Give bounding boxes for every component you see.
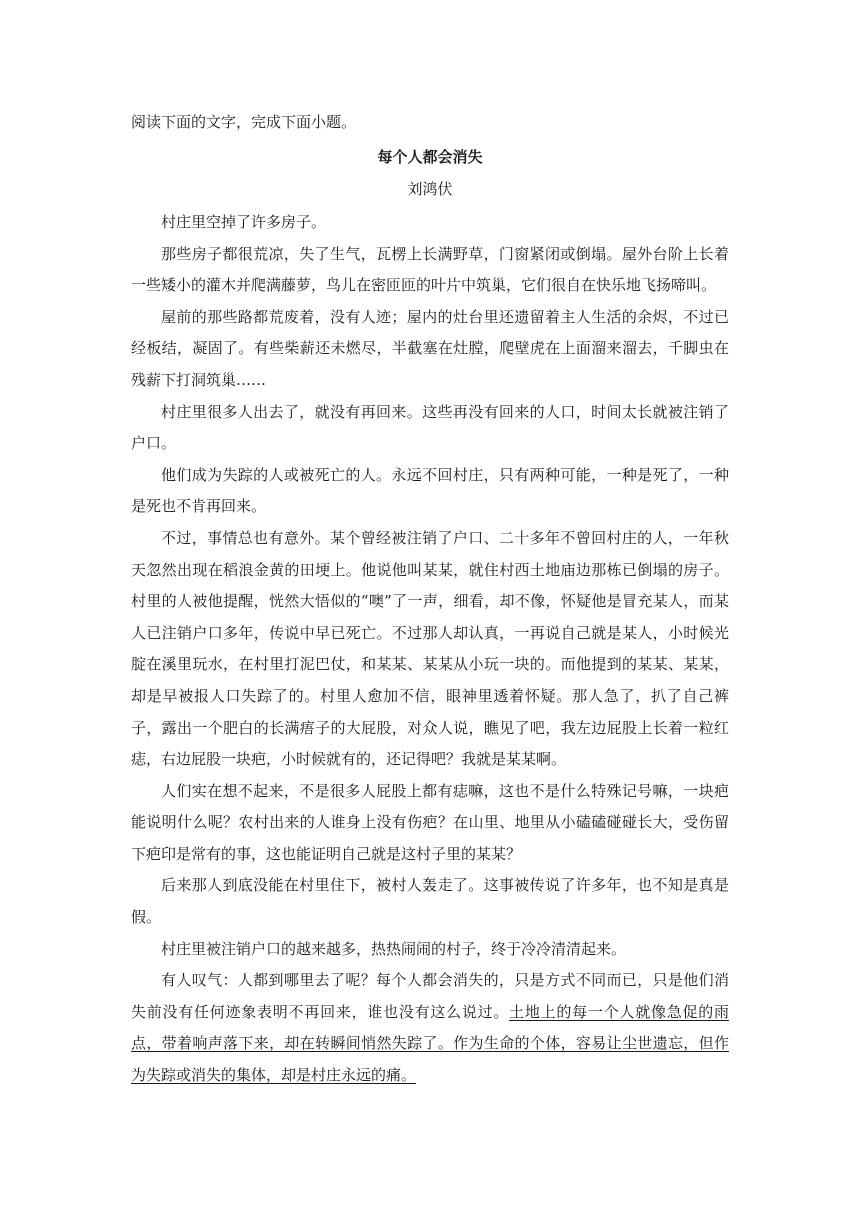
paragraph: 不过，事情总也有意外。某个曾经被注销了户口、二十多年不曾回村庄的人，一年秋天忽然出现在稻浪金黄的田埂上。他说他叫某某，就住村西土地庙边那栋已倒塌的房子。村里的人被他提醒，恍然大悟似的“噢”了一声，细看，却不像，怀疑他是冒充某人，而某人已注销户口多年，传说中早已死亡。不过那人却认真，一再说自己就是某人，小时候光腚在溪里玩水，在村里打泥巴仗，和某某、某某从小玩一块的。而他提到的某某、某某，却是早被报人口失踪了的。村里人愈加不信，眼神里透着怀疑。那人急了，扒了自己裤子，露出一个肥白的长满痦子的大屁股，对众人说，瞧见了吧，我左边屁股上长着一粒红痣，右边屁股一块疤，小时候就有的，还记得吧？我就是某某啊。 [131,528,729,769]
paragraph [131,965,729,1091]
paragraph: 他们成为失踪的人或被死亡的人。永远不回村庄，只有两种可能，一种是死了，一种是死也不肯再回来。 [131,465,729,516]
article-author: 刘鸿伏 [407,180,453,198]
paragraph-plain-text: 有人叹气：人都到哪里去了呢？每个人都会消失的，只是方式不同而已，只是他们消失前没有任何迹象表明不再回来，谁也没有这么说过。 [131,971,729,1021]
instruction-text: 阅读下面的文字，完成下面小题。 [131,113,357,131]
paragraph: 村庄里被注销户口的越来越多，热热闹闹的村子，终于冷冷清清起来。 [161,939,627,958]
paragraph: 那些房子都很荒凉，失了生气，瓦楞上长满野草，门窗紧闭或倒塌。屋外台阶上长着一些矮小的灌木并爬满藤萝，鸟儿在密匝匝的叶片中筑巢，它们很自在快乐地飞扬啼叫。 [131,244,729,295]
underlined-sentence: 土地上的每一个人就像急促的雨点，带着响声落下来，却在转瞬间悄然失踪了。作为生命的个体，容易让尘世遗忘，但作为失踪或消失的集体，却是村庄永远的痛。 [131,1002,729,1085]
paragraph: 村庄里空掉了许多房子。 [161,213,327,231]
paragraph: 屋前的那些路都荒废着，没有人迹；屋内的灶台里还遗留着主人生活的余烬，不过已经板结，凝固了。有些柴薪还未燃尽，半截塞在灶膛，爬壁虎在上面溜来溜去，千脚虫在残薪下打洞筑巢…… [131,307,729,389]
paragraph: 人们实在想不起来，不是很多人屁股上都有痣嘛，这也不是什么特殊记号嘛，一块疤能说明什么呢？农村出来的人谁身上没有伤疤？在山里、地里从小磕磕碰碰长大，受伤留下疤印是常有的事，这也能证明自己就是这村子里的某某？ [131,781,729,863]
article-title: 每个人都会消失 [377,148,483,166]
article-body [131,207,729,1092]
paragraph: 村庄里很多人出去了，就没有再回来。这些再没有回来的人口，时间太长就被注销了户口。 [131,402,729,453]
paragraph: 后来那人到底没能在村里住下，被村人轰走了。这事被传说了许多年，也不知是真是假。 [131,876,729,927]
